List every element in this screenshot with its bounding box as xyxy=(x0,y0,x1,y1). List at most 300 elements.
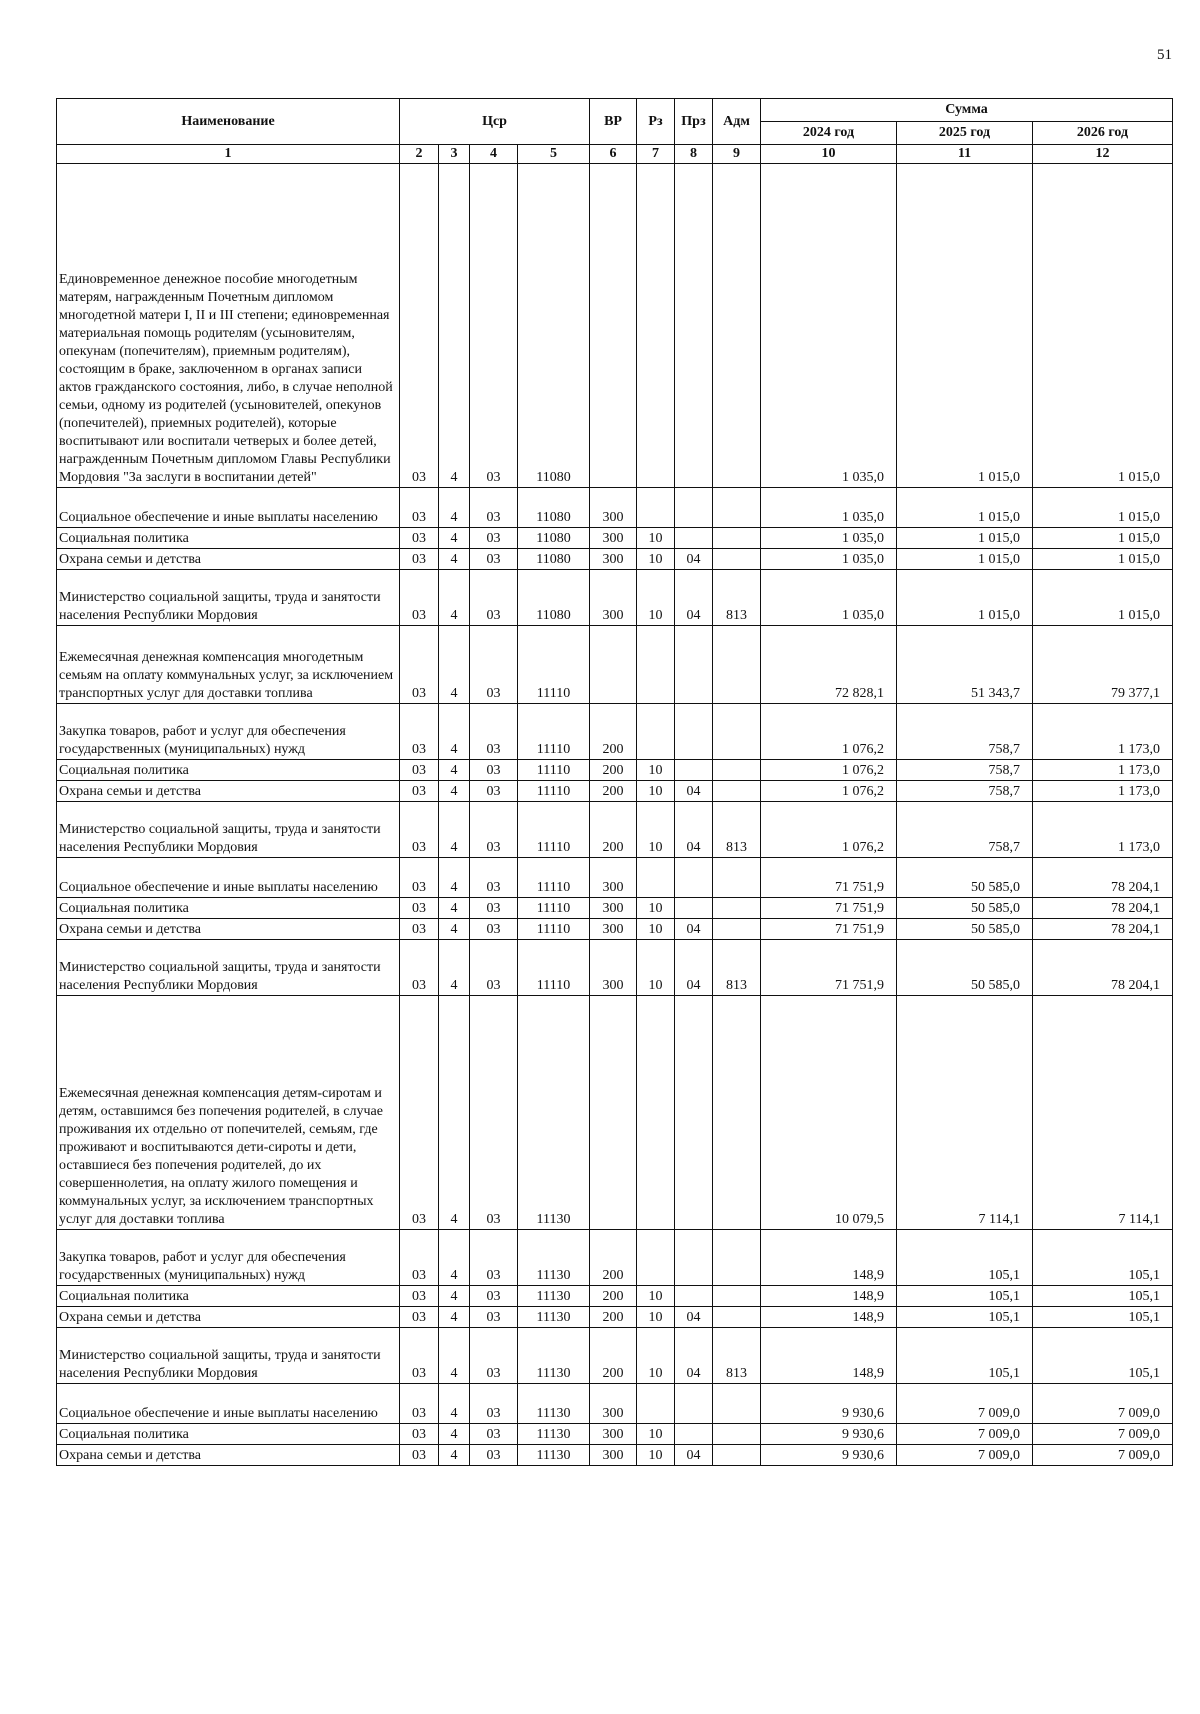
csr-part-3: 03 xyxy=(470,1424,518,1445)
amount-2024: 71 751,9 xyxy=(761,940,897,996)
row-name: Охрана семьи и детства xyxy=(57,919,400,940)
amount-2026: 105,1 xyxy=(1033,1230,1173,1286)
csr-part-1: 03 xyxy=(400,528,439,549)
prz-code: 04 xyxy=(675,1445,713,1466)
amount-2025: 1 015,0 xyxy=(897,528,1033,549)
table-row xyxy=(57,996,1173,1230)
csr-part-3: 03 xyxy=(470,919,518,940)
csr-part-2: 4 xyxy=(439,802,470,858)
amount-2025: 51 343,7 xyxy=(897,626,1033,704)
csr-part-3: 03 xyxy=(470,940,518,996)
column-number: 9 xyxy=(713,145,761,164)
csr-part-4: 11110 xyxy=(518,760,590,781)
amount-2025: 1 015,0 xyxy=(897,570,1033,626)
csr-part-4: 11110 xyxy=(518,781,590,802)
table-row xyxy=(57,1424,1173,1445)
amount-2025: 105,1 xyxy=(897,1328,1033,1384)
amount-2025: 7 009,0 xyxy=(897,1384,1033,1424)
csr-part-1: 03 xyxy=(400,996,439,1230)
adm-code xyxy=(713,858,761,898)
amount-2025: 105,1 xyxy=(897,1286,1033,1307)
vr-code: 300 xyxy=(590,858,637,898)
column-numbers-row xyxy=(57,145,1173,164)
csr-part-4: 11130 xyxy=(518,1445,590,1466)
amount-2024: 10 079,5 xyxy=(761,996,897,1230)
table-row xyxy=(57,528,1173,549)
table-row xyxy=(57,1445,1173,1466)
adm-code: 813 xyxy=(713,940,761,996)
prz-code: 04 xyxy=(675,919,713,940)
table-row xyxy=(57,1307,1173,1328)
csr-part-2: 4 xyxy=(439,704,470,760)
vr-code: 300 xyxy=(590,919,637,940)
amount-2025: 7 009,0 xyxy=(897,1445,1033,1466)
row-name: Министерство социальной защиты, труда и занятости населения Республики Мордовия xyxy=(57,802,400,858)
prz-code xyxy=(675,1384,713,1424)
header-prz: Прз xyxy=(675,99,713,145)
header-name: Наименование xyxy=(57,99,400,145)
amount-2024: 1 035,0 xyxy=(761,164,897,488)
table-row xyxy=(57,802,1173,858)
column-number: 8 xyxy=(675,145,713,164)
csr-part-3: 03 xyxy=(470,1307,518,1328)
prz-code xyxy=(675,164,713,488)
amount-2026: 78 204,1 xyxy=(1033,858,1173,898)
prz-code xyxy=(675,898,713,919)
csr-part-2: 4 xyxy=(439,570,470,626)
adm-code xyxy=(713,760,761,781)
prz-code xyxy=(675,528,713,549)
csr-part-1: 03 xyxy=(400,704,439,760)
csr-part-2: 4 xyxy=(439,1445,470,1466)
csr-part-3: 03 xyxy=(470,626,518,704)
row-name: Закупка товаров, работ и услуг для обеспечения государственных (муниципальных) нужд xyxy=(57,704,400,760)
csr-part-1: 03 xyxy=(400,1307,439,1328)
vr-code xyxy=(590,626,637,704)
header-sum: Сумма xyxy=(761,99,1173,122)
row-name: Социальное обеспечение и иные выплаты населению xyxy=(57,1384,400,1424)
table-row xyxy=(57,626,1173,704)
rz-code: 10 xyxy=(637,1445,675,1466)
header-rz: Рз xyxy=(637,99,675,145)
vr-code: 200 xyxy=(590,802,637,858)
amount-2024: 9 930,6 xyxy=(761,1424,897,1445)
row-name: Министерство социальной защиты, труда и занятости населения Республики Мордовия xyxy=(57,1328,400,1384)
csr-part-2: 4 xyxy=(439,760,470,781)
csr-part-4: 11130 xyxy=(518,1384,590,1424)
vr-code: 200 xyxy=(590,760,637,781)
rz-code: 10 xyxy=(637,1328,675,1384)
amount-2026: 78 204,1 xyxy=(1033,919,1173,940)
adm-code: 813 xyxy=(713,570,761,626)
amount-2026: 105,1 xyxy=(1033,1328,1173,1384)
vr-code: 300 xyxy=(590,940,637,996)
csr-part-4: 11130 xyxy=(518,1328,590,1384)
csr-part-3: 03 xyxy=(470,1328,518,1384)
prz-code xyxy=(675,488,713,528)
vr-code xyxy=(590,164,637,488)
table-body xyxy=(57,164,1173,1466)
amount-2024: 1 076,2 xyxy=(761,802,897,858)
prz-code xyxy=(675,760,713,781)
prz-code: 04 xyxy=(675,802,713,858)
table-row xyxy=(57,1230,1173,1286)
table-row xyxy=(57,488,1173,528)
column-number: 12 xyxy=(1033,145,1173,164)
amount-2025: 50 585,0 xyxy=(897,919,1033,940)
csr-part-4: 11080 xyxy=(518,570,590,626)
amount-2024: 72 828,1 xyxy=(761,626,897,704)
amount-2026: 1 173,0 xyxy=(1033,760,1173,781)
csr-part-1: 03 xyxy=(400,1230,439,1286)
header-adm: Адм xyxy=(713,99,761,145)
rz-code: 10 xyxy=(637,919,675,940)
csr-part-1: 03 xyxy=(400,760,439,781)
row-name: Охрана семьи и детства xyxy=(57,781,400,802)
table-row xyxy=(57,164,1173,488)
csr-part-2: 4 xyxy=(439,1328,470,1384)
adm-code xyxy=(713,919,761,940)
csr-part-4: 11110 xyxy=(518,940,590,996)
row-name: Социальная политика xyxy=(57,1424,400,1445)
rz-code: 10 xyxy=(637,802,675,858)
csr-part-4: 11130 xyxy=(518,1424,590,1445)
row-name: Социальное обеспечение и иные выплаты населению xyxy=(57,488,400,528)
csr-part-2: 4 xyxy=(439,488,470,528)
amount-2025: 7 114,1 xyxy=(897,996,1033,1230)
csr-part-2: 4 xyxy=(439,781,470,802)
csr-part-3: 03 xyxy=(470,1230,518,1286)
row-name: Министерство социальной защиты, труда и занятости населения Республики Мордовия xyxy=(57,940,400,996)
csr-part-1: 03 xyxy=(400,488,439,528)
vr-code: 300 xyxy=(590,1445,637,1466)
rz-code xyxy=(637,996,675,1230)
table-row xyxy=(57,919,1173,940)
csr-part-4: 11130 xyxy=(518,996,590,1230)
amount-2025: 1 015,0 xyxy=(897,164,1033,488)
csr-part-3: 03 xyxy=(470,164,518,488)
page-number: 51 xyxy=(1157,47,1172,63)
amount-2025: 758,7 xyxy=(897,760,1033,781)
amount-2026: 105,1 xyxy=(1033,1307,1173,1328)
csr-part-1: 03 xyxy=(400,1328,439,1384)
csr-part-3: 03 xyxy=(470,1445,518,1466)
rz-code: 10 xyxy=(637,1286,675,1307)
amount-2024: 148,9 xyxy=(761,1230,897,1286)
rz-code: 10 xyxy=(637,528,675,549)
amount-2026: 1 015,0 xyxy=(1033,549,1173,570)
csr-part-1: 03 xyxy=(400,626,439,704)
csr-part-4: 11080 xyxy=(518,164,590,488)
csr-part-2: 4 xyxy=(439,898,470,919)
csr-part-2: 4 xyxy=(439,940,470,996)
row-name: Министерство социальной защиты, труда и занятости населения Республики Мордовия xyxy=(57,570,400,626)
adm-code xyxy=(713,549,761,570)
vr-code xyxy=(590,996,637,1230)
header-csr: Цср xyxy=(400,99,590,145)
csr-part-1: 03 xyxy=(400,1384,439,1424)
amount-2025: 758,7 xyxy=(897,704,1033,760)
csr-part-3: 03 xyxy=(470,760,518,781)
amount-2026: 105,1 xyxy=(1033,1286,1173,1307)
amount-2024: 71 751,9 xyxy=(761,858,897,898)
adm-code xyxy=(713,1384,761,1424)
csr-part-3: 03 xyxy=(470,1286,518,1307)
amount-2026: 1 015,0 xyxy=(1033,488,1173,528)
adm-code xyxy=(713,528,761,549)
csr-part-4: 11080 xyxy=(518,488,590,528)
amount-2024: 1 076,2 xyxy=(761,781,897,802)
rz-code: 10 xyxy=(637,760,675,781)
rz-code: 10 xyxy=(637,1307,675,1328)
rz-code: 10 xyxy=(637,940,675,996)
adm-code xyxy=(713,626,761,704)
column-number: 4 xyxy=(470,145,518,164)
csr-part-4: 11130 xyxy=(518,1307,590,1328)
amount-2026: 78 204,1 xyxy=(1033,940,1173,996)
prz-code: 04 xyxy=(675,1328,713,1384)
csr-part-3: 03 xyxy=(470,898,518,919)
row-name: Социальная политика xyxy=(57,528,400,549)
amount-2024: 9 930,6 xyxy=(761,1445,897,1466)
rz-code xyxy=(637,1384,675,1424)
adm-code xyxy=(713,488,761,528)
adm-code xyxy=(713,1424,761,1445)
rz-code xyxy=(637,858,675,898)
vr-code: 200 xyxy=(590,781,637,802)
amount-2024: 1 035,0 xyxy=(761,549,897,570)
vr-code: 300 xyxy=(590,898,637,919)
table-row xyxy=(57,781,1173,802)
vr-code: 200 xyxy=(590,1307,637,1328)
prz-code: 04 xyxy=(675,940,713,996)
table-row xyxy=(57,1384,1173,1424)
header-year-2025: 2025 год xyxy=(897,122,1033,145)
row-name: Охрана семьи и детства xyxy=(57,549,400,570)
table-row xyxy=(57,858,1173,898)
table-row xyxy=(57,1328,1173,1384)
row-name: Социальное обеспечение и иные выплаты населению xyxy=(57,858,400,898)
header-year-2026: 2026 год xyxy=(1033,122,1173,145)
table-header xyxy=(57,99,1173,164)
csr-part-1: 03 xyxy=(400,549,439,570)
amount-2024: 1 035,0 xyxy=(761,488,897,528)
amount-2026: 1 173,0 xyxy=(1033,802,1173,858)
header-year-2024: 2024 год xyxy=(761,122,897,145)
csr-part-4: 11110 xyxy=(518,919,590,940)
adm-code: 813 xyxy=(713,802,761,858)
rz-code: 10 xyxy=(637,781,675,802)
amount-2025: 1 015,0 xyxy=(897,488,1033,528)
amount-2026: 1 173,0 xyxy=(1033,781,1173,802)
prz-code xyxy=(675,626,713,704)
amount-2026: 78 204,1 xyxy=(1033,898,1173,919)
column-number: 2 xyxy=(400,145,439,164)
csr-part-3: 03 xyxy=(470,549,518,570)
amount-2026: 7 009,0 xyxy=(1033,1384,1173,1424)
adm-code xyxy=(713,1230,761,1286)
vr-code: 200 xyxy=(590,1328,637,1384)
column-number: 5 xyxy=(518,145,590,164)
csr-part-1: 03 xyxy=(400,781,439,802)
column-number: 6 xyxy=(590,145,637,164)
csr-part-4: 11110 xyxy=(518,704,590,760)
csr-part-4: 11110 xyxy=(518,898,590,919)
amount-2024: 9 930,6 xyxy=(761,1384,897,1424)
csr-part-1: 03 xyxy=(400,1286,439,1307)
rz-code xyxy=(637,704,675,760)
table-row xyxy=(57,940,1173,996)
amount-2024: 1 076,2 xyxy=(761,704,897,760)
csr-part-2: 4 xyxy=(439,858,470,898)
csr-part-3: 03 xyxy=(470,858,518,898)
amount-2026: 1 015,0 xyxy=(1033,164,1173,488)
csr-part-1: 03 xyxy=(400,570,439,626)
row-name: Ежемесячная денежная компенсация детям-сиротам и детям, оставшимся без попечения родителей, в случае проживания их отдельно от попечителей, семьям, где проживают и воспитываются дети-сироты и дети, оставшиеся без попечения родителей, до их совершеннолетия, на оплату жилого помещения и коммунальных услуг, за исключением транспортных услуг для доставки топлива xyxy=(57,996,400,1230)
column-number: 1 xyxy=(57,145,400,164)
budget-table xyxy=(56,98,1173,1466)
csr-part-2: 4 xyxy=(439,1286,470,1307)
row-name: Единовременное денежное пособие многодетным матерям, награжденным Почетным дипломом многодетной матери I, II и III степени; единовременная материальная помощь родителям (усыновителям, опекунам (попечителям), приемным родителям), состоящим в браке, заключенном в органах записи актов гражданского состояния, либо, в случае неполной семьи, одному из родителей (усыновителей, опекунов (попечителей), приемных родителей), которые воспитывают или воспитали четверых и более детей, награжденным Почетным дипломом Главы Республики Мордовия "За заслуги в воспитании детей" xyxy=(57,164,400,488)
csr-part-2: 4 xyxy=(439,626,470,704)
rz-code xyxy=(637,1230,675,1286)
csr-part-2: 4 xyxy=(439,549,470,570)
prz-code: 04 xyxy=(675,1307,713,1328)
table-row xyxy=(57,549,1173,570)
csr-part-2: 4 xyxy=(439,1230,470,1286)
amount-2026: 7 009,0 xyxy=(1033,1445,1173,1466)
amount-2025: 758,7 xyxy=(897,781,1033,802)
csr-part-1: 03 xyxy=(400,898,439,919)
amount-2024: 148,9 xyxy=(761,1328,897,1384)
vr-code: 300 xyxy=(590,549,637,570)
csr-part-2: 4 xyxy=(439,919,470,940)
rz-code xyxy=(637,626,675,704)
amount-2024: 148,9 xyxy=(761,1307,897,1328)
prz-code xyxy=(675,1230,713,1286)
amount-2026: 1 015,0 xyxy=(1033,528,1173,549)
row-name: Охрана семьи и детства xyxy=(57,1445,400,1466)
csr-part-1: 03 xyxy=(400,940,439,996)
csr-part-1: 03 xyxy=(400,164,439,488)
csr-part-2: 4 xyxy=(439,528,470,549)
csr-part-4: 11130 xyxy=(518,1286,590,1307)
vr-code: 300 xyxy=(590,488,637,528)
amount-2026: 1 015,0 xyxy=(1033,570,1173,626)
vr-code: 200 xyxy=(590,704,637,760)
prz-code xyxy=(675,1424,713,1445)
amount-2025: 50 585,0 xyxy=(897,940,1033,996)
csr-part-1: 03 xyxy=(400,802,439,858)
table-row xyxy=(57,898,1173,919)
column-number: 10 xyxy=(761,145,897,164)
rz-code: 10 xyxy=(637,549,675,570)
vr-code: 300 xyxy=(590,1424,637,1445)
csr-part-1: 03 xyxy=(400,919,439,940)
prz-code: 04 xyxy=(675,549,713,570)
csr-part-3: 03 xyxy=(470,781,518,802)
rz-code xyxy=(637,488,675,528)
adm-code xyxy=(713,1445,761,1466)
vr-code: 200 xyxy=(590,1286,637,1307)
amount-2025: 105,1 xyxy=(897,1307,1033,1328)
prz-code xyxy=(675,1286,713,1307)
table-row xyxy=(57,1286,1173,1307)
prz-code xyxy=(675,704,713,760)
amount-2024: 1 076,2 xyxy=(761,760,897,781)
amount-2025: 758,7 xyxy=(897,802,1033,858)
prz-code xyxy=(675,996,713,1230)
vr-code: 200 xyxy=(590,1230,637,1286)
column-number: 7 xyxy=(637,145,675,164)
csr-part-2: 4 xyxy=(439,1307,470,1328)
csr-part-4: 11130 xyxy=(518,1230,590,1286)
adm-code xyxy=(713,898,761,919)
adm-code xyxy=(713,996,761,1230)
amount-2025: 105,1 xyxy=(897,1230,1033,1286)
amount-2024: 1 035,0 xyxy=(761,528,897,549)
csr-part-4: 11110 xyxy=(518,802,590,858)
row-name: Социальная политика xyxy=(57,760,400,781)
rz-code: 10 xyxy=(637,898,675,919)
amount-2024: 148,9 xyxy=(761,1286,897,1307)
header-vr: ВР xyxy=(590,99,637,145)
rz-code: 10 xyxy=(637,570,675,626)
amount-2024: 71 751,9 xyxy=(761,898,897,919)
amount-2026: 79 377,1 xyxy=(1033,626,1173,704)
row-name: Закупка товаров, работ и услуг для обеспечения государственных (муниципальных) нужд xyxy=(57,1230,400,1286)
amount-2024: 71 751,9 xyxy=(761,919,897,940)
csr-part-3: 03 xyxy=(470,488,518,528)
amount-2025: 1 015,0 xyxy=(897,549,1033,570)
csr-part-3: 03 xyxy=(470,528,518,549)
csr-part-3: 03 xyxy=(470,1384,518,1424)
csr-part-3: 03 xyxy=(470,802,518,858)
table-row xyxy=(57,704,1173,760)
rz-code xyxy=(637,164,675,488)
column-number: 11 xyxy=(897,145,1033,164)
prz-code: 04 xyxy=(675,570,713,626)
adm-code xyxy=(713,704,761,760)
vr-code: 300 xyxy=(590,570,637,626)
row-name: Охрана семьи и детства xyxy=(57,1307,400,1328)
csr-part-2: 4 xyxy=(439,996,470,1230)
adm-code: 813 xyxy=(713,1328,761,1384)
csr-part-2: 4 xyxy=(439,1384,470,1424)
csr-part-1: 03 xyxy=(400,1424,439,1445)
rz-code: 10 xyxy=(637,1424,675,1445)
csr-part-3: 03 xyxy=(470,570,518,626)
amount-2025: 7 009,0 xyxy=(897,1424,1033,1445)
row-name: Социальная политика xyxy=(57,1286,400,1307)
amount-2026: 1 173,0 xyxy=(1033,704,1173,760)
csr-part-4: 11080 xyxy=(518,528,590,549)
csr-part-3: 03 xyxy=(470,996,518,1230)
adm-code xyxy=(713,1307,761,1328)
amount-2025: 50 585,0 xyxy=(897,858,1033,898)
amount-2026: 7 114,1 xyxy=(1033,996,1173,1230)
adm-code xyxy=(713,1286,761,1307)
table-row xyxy=(57,760,1173,781)
row-name: Ежемесячная денежная компенсация многодетным семьям на оплату коммунальных услуг, за исключением транспортных услуг для доставки топлива xyxy=(57,626,400,704)
csr-part-2: 4 xyxy=(439,1424,470,1445)
csr-part-3: 03 xyxy=(470,704,518,760)
vr-code: 300 xyxy=(590,1384,637,1424)
prz-code xyxy=(675,858,713,898)
csr-part-4: 11110 xyxy=(518,626,590,704)
amount-2025: 50 585,0 xyxy=(897,898,1033,919)
csr-part-4: 11110 xyxy=(518,858,590,898)
